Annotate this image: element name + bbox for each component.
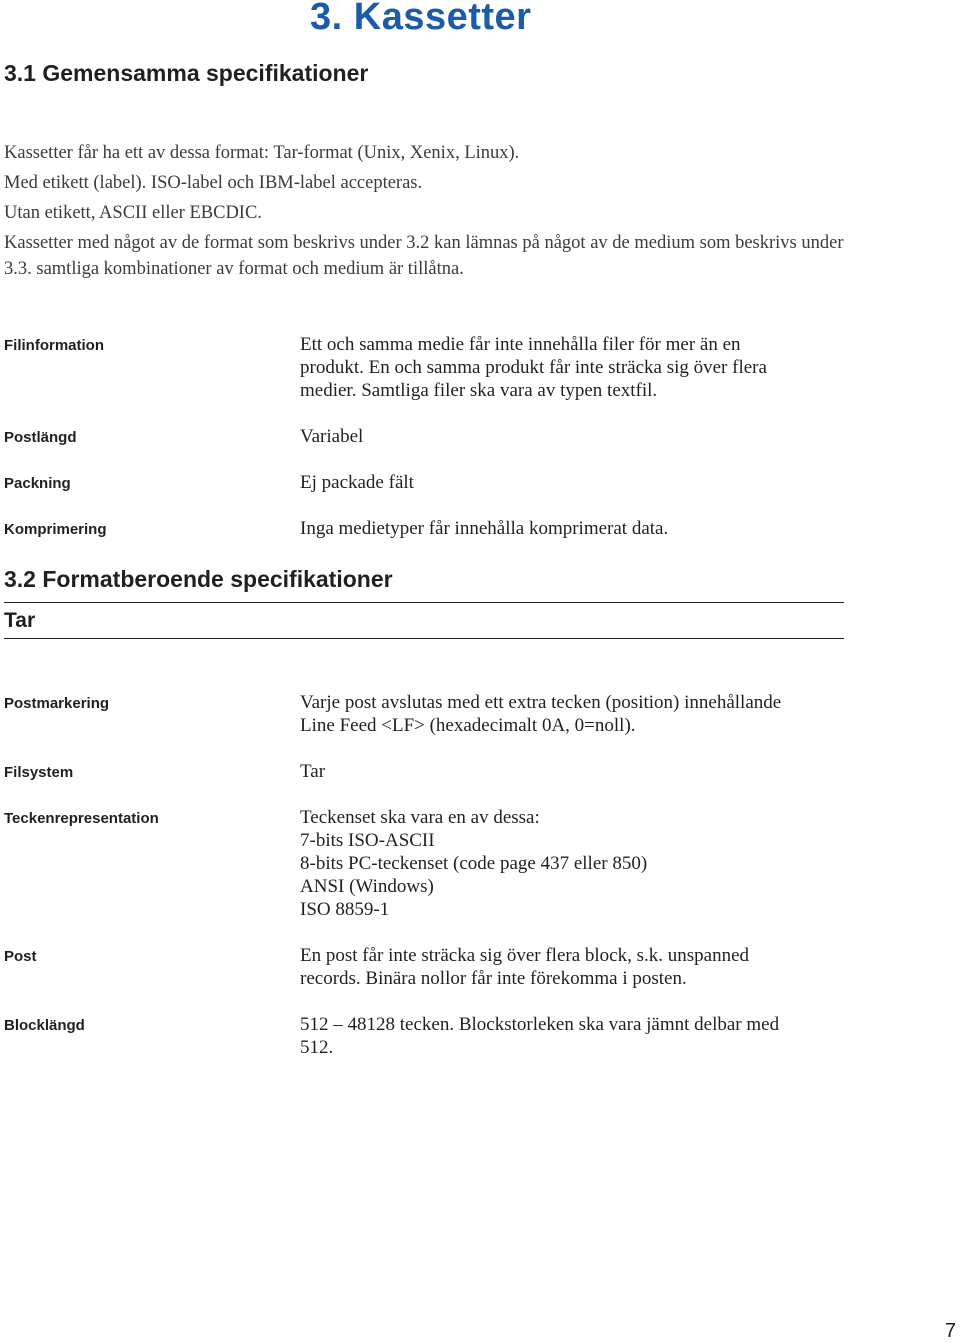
spec-value-line: 512. [300, 1037, 334, 1058]
page-number: 7 [944, 1320, 956, 1342]
intro-line: Kassetter med något av de format som beskrivs under 3.2 kan lämnas på något av de medium som beskrivs under 3.3. samtliga kombinationer av format och medium är tillåtna. [4, 233, 844, 279]
spec-value [300, 760, 830, 783]
spec-label: Filinformation [4, 337, 104, 354]
spec-value-line: medier. Samtliga filer ska vara av typen textfil. [300, 380, 658, 401]
spec-value-line: Tar [300, 761, 326, 782]
divider [4, 638, 844, 639]
spec-value-line: 512 – 48128 tecken. Blockstorleken ska vara jämnt delbar med [300, 1014, 780, 1035]
spec-value [300, 944, 830, 990]
spec-value-line: 8-bits PC-teckenset (code page 437 eller 850) [300, 853, 648, 874]
spec-value-line: ANSI (Windows) [300, 876, 434, 897]
spec-value [300, 1013, 830, 1059]
spec-value-line: 7-bits ISO-ASCII [300, 830, 435, 851]
intro-line: Kassetter får ha ett av dessa format: Tar-format (Unix, Xenix, Linux). [4, 143, 520, 163]
spec-value-line: Variabel [300, 426, 364, 447]
spec-value-line: Varje post avslutas med ett extra tecken (position) innehållande [300, 692, 782, 713]
intro-line: Utan etikett, ASCII eller EBCDIC. [4, 203, 262, 223]
intro-paragraph [4, 138, 844, 282]
spec-value-line: Teckenset ska vara en av dessa: [300, 807, 540, 828]
spec-label: Teckenrepresentation [4, 810, 159, 827]
spec-value [300, 333, 830, 402]
spec-value-line: Ej packade fält [300, 472, 414, 493]
spec-value-line: Ett och samma medie får inte innehålla filer för mer än en [300, 334, 741, 355]
spec-label: Filsystem [4, 764, 74, 781]
spec-value-line: ISO 8859-1 [300, 899, 390, 920]
spec-value [300, 691, 830, 737]
spec-label: Postmarkering [4, 695, 110, 712]
spec-value [300, 471, 830, 494]
spec-label: Post [4, 948, 37, 965]
spec-value [300, 425, 830, 448]
spec-value-line: records. Binära nollor får inte förekomma i posten. [300, 968, 687, 989]
spec-value-line: Line Feed <LF> (hexadecimalt 0A, 0=noll). [300, 715, 636, 736]
intro-line: Med etikett (label). ISO-label och IBM-label accepteras. [4, 173, 423, 193]
spec-label: Blocklängd [4, 1017, 85, 1034]
spec-label: Komprimering [4, 521, 107, 538]
spec-value-line: produkt. En och samma produkt får inte sträcka sig över flera [300, 357, 767, 378]
spec-value-line: Inga medietyper får innehålla komprimerat data. [300, 518, 669, 539]
section-title-format: 3.2 Formatberoende specifikationer [4, 566, 393, 592]
spec-label: Postlängd [4, 429, 77, 446]
spec-value-line: En post får inte sträcka sig över flera block, s.k. unspanned [300, 945, 750, 966]
section-title-common: 3.1 Gemensamma specifikationer [4, 60, 369, 86]
spec-label: Packning [4, 475, 71, 492]
chapter-title: 3. Kassetter [310, 0, 532, 38]
divider [4, 602, 844, 603]
spec-value [300, 806, 830, 921]
subheading-tar: Tar [4, 609, 36, 632]
spec-value [300, 517, 830, 540]
